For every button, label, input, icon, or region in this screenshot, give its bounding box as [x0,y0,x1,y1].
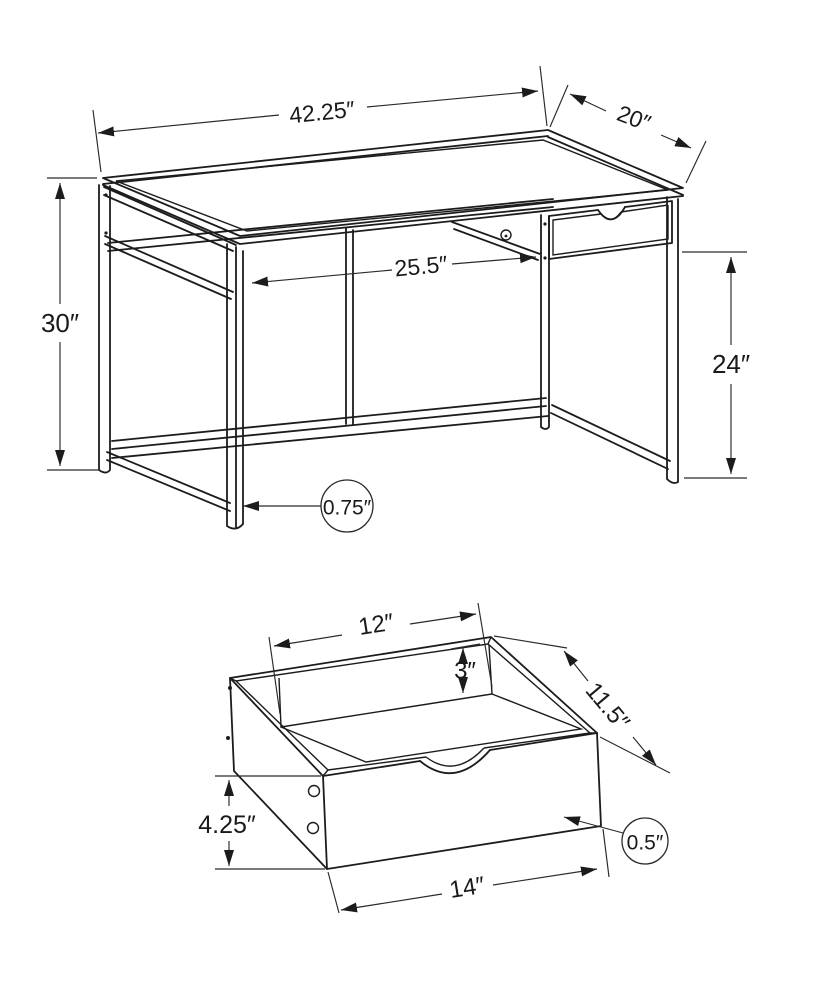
drawer-inner-height-label: 3″ [454,657,476,685]
panel-thickness-label: 0.5″ [626,831,664,855]
desk-knee-space-label: 25.5″ [393,250,449,282]
dim-desk-knee-space [252,251,536,283]
desk-width-label: 42.25″ [288,95,357,129]
dim-desk-height [41,178,100,470]
drawer-front-height-label: 4.25″ [198,810,256,839]
desk-rails [104,187,670,511]
callout-panel-thickness [564,817,668,864]
desk-height-label: 30″ [40,308,80,339]
desk-tabletop [103,130,683,244]
desk-brace [452,222,540,260]
desk-clearance-label: 24″ [711,349,751,380]
drawer-inner-width-label: 12″ [356,608,396,641]
dim-drawer-inner-height [451,644,480,693]
dim-desk-clearance [682,252,750,478]
drawer-outer-width-label: 14″ [447,871,487,904]
callout-frame-thickness [243,480,373,532]
dim-drawer-front-height [198,776,325,869]
desk-depth-label: 20″ [613,99,655,137]
dim-drawer-outer-width [328,829,609,913]
desk-legs [99,185,678,529]
desk-drawer-front [549,201,672,259]
dim-desk-depth [550,85,706,183]
drawer-figure [198,603,670,913]
dim-desk-width [93,66,547,172]
frame-thickness-label: 0.75″ [322,496,372,520]
desk-figure [41,66,750,532]
drawer-side-depth-label: 11.5″ [579,677,635,736]
